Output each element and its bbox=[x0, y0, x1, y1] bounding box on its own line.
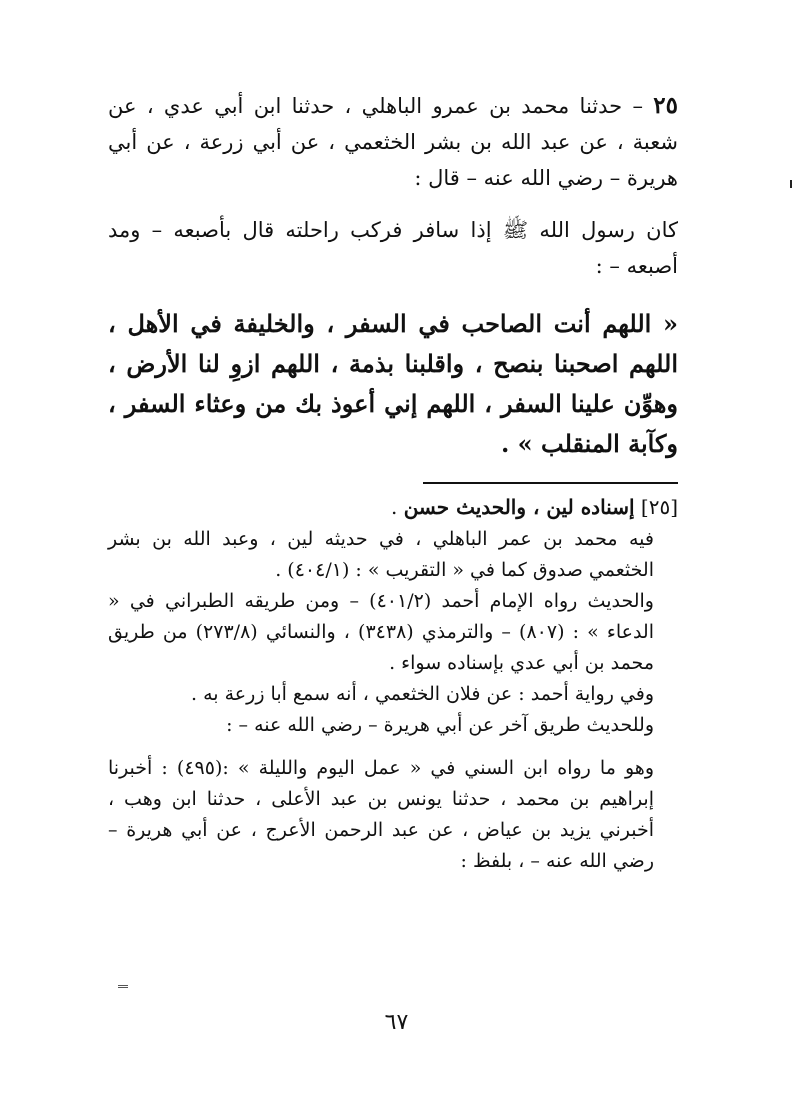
hadith-number: ٢٥ bbox=[653, 92, 678, 119]
footnote-paragraph: وللحديث طريق آخر عن أبي هريرة – رضي الله عنه – : bbox=[226, 714, 654, 736]
footnote-grade: إسناده لين ، والحديث حسن bbox=[403, 495, 635, 519]
hadith-narration: كان رسول الله ﷺ إذا سافر فركب راحلته قال بأصبعه – ومد أصبعه – : bbox=[108, 218, 678, 278]
footnote-paragraph: والحديث رواه الإمام أحمد (٤٠١/٢) – ومن طريقه الطبراني في « الدعاء » : (٨٠٧) – والترمذي (٣٤٣٨) ، والنسائي (٢٧٣/٨) من طريق محمد بن أبي عدي بإسناده سواء . bbox=[108, 590, 654, 674]
hadith-isnad bbox=[108, 88, 678, 196]
footnote-paragraph: وهو ما رواه ابن السني في « عمل اليوم والليلة » :(٤٩٥) : أخبرنا إبراهيم بن محمد ، حدثنا يونس بن عبد الأعلى ، حدثنا ابن وهب ، أخبرني يزيد بن عياض ، عن عبد الرحمن الأعرج ، عن أبي هريرة – رضي الله عنه – ، بلفظ : bbox=[108, 757, 654, 872]
footnote-paragraph: وفي رواية أحمد : عن فلان الخثعمي ، أنه سمع أبا زرعة به . bbox=[191, 683, 654, 705]
scan-speck bbox=[790, 180, 792, 188]
footnote-heading bbox=[108, 490, 678, 524]
footnote-paragraph: فيه محمد بن عمر الباهلي ، في حديثه لين ، وعبد الله بن بشر الخثعمي صدوق كما في « التقريب » : (٤٠٤/١) . bbox=[108, 528, 654, 581]
continuation-mark bbox=[118, 985, 128, 988]
hadith-supplication: « اللهم أنت الصاحب في السفر ، والخليفة في الأهل ، اللهم اصحبنا بنصح ، واقلبنا بذمة ، اللهم ازوِ لنا الأرض ، وهوِّن علينا السفر ، اللهم إني أعوذ بك من وعثاء السفر ، وكآبة المنقلب » . bbox=[108, 309, 678, 458]
footnote-divider bbox=[423, 482, 678, 484]
page-body bbox=[108, 88, 678, 877]
page-number: ٦٧ bbox=[384, 1010, 409, 1035]
footnote-ref: [٢٥] bbox=[640, 495, 678, 519]
hadith-isnad-text: – حدثنا محمد بن عمرو الباهلي ، حدثنا ابن أبي عدي ، عن شعبة ، عن عبد الله بن بشر الخثعمي ، عن أبي زرعة ، عن أبي هريرة – رضي الله عنه – قال : bbox=[108, 94, 678, 190]
footnote-grade-end: . bbox=[390, 495, 398, 519]
